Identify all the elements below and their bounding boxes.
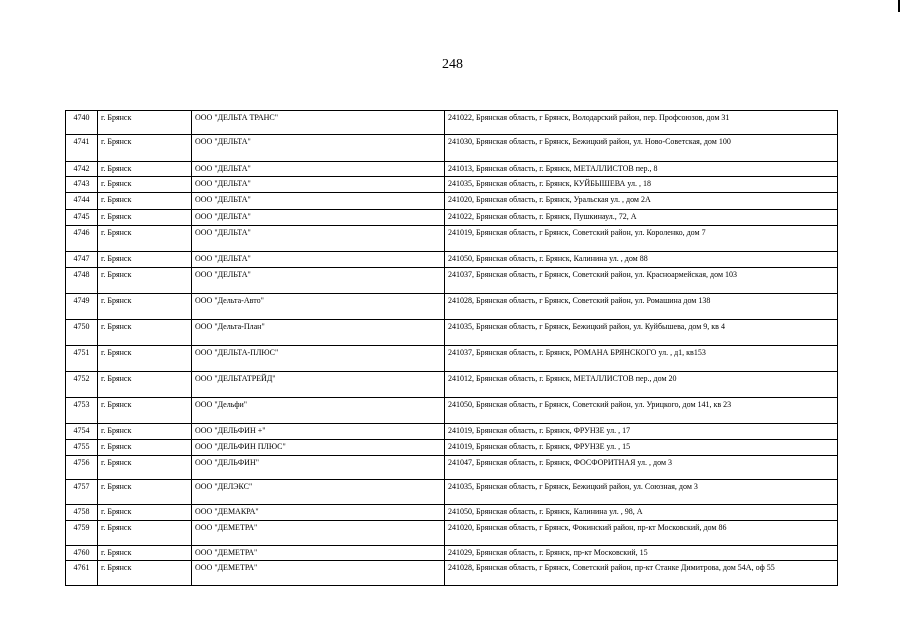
cell-city: г. Брянск: [98, 480, 192, 505]
cell-address: 241035, Брянская область, г Брянск, Бежицкий район, ул. Куйбышева, дом 9, кв 4: [445, 320, 838, 346]
cell-address: 241050, Брянская область, г Брянск, Советский район, ул. Урицкого, дом 141, кв 23: [445, 398, 838, 424]
cell-num: 4754: [66, 424, 98, 440]
cell-address: 241047, Брянская область, г. Брянск, ФОСФОРИТНАЯ ул. , дом 3: [445, 456, 838, 480]
cell-num: 4741: [66, 135, 98, 162]
cell-name: ООО "Дельта-План": [192, 320, 445, 346]
cell-name: ООО "ДЕЛЬТА": [192, 268, 445, 294]
cell-num: 4751: [66, 346, 98, 372]
cell-city: г. Брянск: [98, 320, 192, 346]
cell-name: ООО "ДЕЛЬФИН +": [192, 424, 445, 440]
cell-address: 241022, Брянская область, г. Брянск, Пушкинаул., 72, А: [445, 210, 838, 226]
cell-address: 241020, Брянская область, г. Брянск, Уральская ул. , дом 2А: [445, 193, 838, 210]
table-row: [66, 268, 838, 294]
table-row: [66, 521, 838, 546]
cell-address: 241029, Брянская область, г. Брянск, пр-кт Московский, 15: [445, 546, 838, 561]
cell-address: 241037, Брянская область, г. Брянск, РОМАНА БРЯНСКОГО ул. , д1, кв153: [445, 346, 838, 372]
cell-name: ООО "ДЕЛЬТАТРЕЙД": [192, 372, 445, 398]
cell-name: ООО "ДЕМЕТРА": [192, 521, 445, 546]
cell-address: 241050, Брянская область, г. Брянск, Калинина ул. , 98, А: [445, 505, 838, 521]
cell-city: г. Брянск: [98, 210, 192, 226]
cell-num: 4750: [66, 320, 98, 346]
edge-mark: [898, 0, 900, 12]
table-row: [66, 111, 838, 135]
cell-name: ООО "ДЕЛЬТА ТРАНС": [192, 111, 445, 135]
table-row: [66, 177, 838, 193]
page-number: 248: [442, 57, 463, 72]
cell-address: 241019, Брянская область, г. Брянск, ФРУНЗЕ ул. , 15: [445, 440, 838, 456]
cell-city: г. Брянск: [98, 424, 192, 440]
cell-address: 241013, Брянская область, г. Брянск, МЕТАЛЛИСТОВ пер., 8: [445, 162, 838, 177]
cell-name: ООО "ДЕЛЬТА": [192, 135, 445, 162]
cell-address: 241028, Брянская область, г Брянск, Советский район, пр-кт Станке Димитрова, дом 54А, оф 55: [445, 561, 838, 586]
cell-name: ООО "ДЕЛЬФИН": [192, 456, 445, 480]
cell-name: ООО "ДЕМАКРА": [192, 505, 445, 521]
cell-city: г. Брянск: [98, 398, 192, 424]
cell-num: 4760: [66, 546, 98, 561]
cell-name: ООО "ДЕЛЬФИН ПЛЮС": [192, 440, 445, 456]
cell-name: ООО "Дельфи": [192, 398, 445, 424]
cell-num: 4745: [66, 210, 98, 226]
table-row: [66, 398, 838, 424]
cell-num: 4742: [66, 162, 98, 177]
table-row: [66, 135, 838, 162]
cell-address: 241019, Брянская область, г. Брянск, ФРУНЗЕ ул. , 17: [445, 424, 838, 440]
cell-city: г. Брянск: [98, 505, 192, 521]
cell-address: 241037, Брянская область, г Брянск, Советский район, ул. Красноармейская, дом 103: [445, 268, 838, 294]
cell-name: ООО "ДЕМЕТРА": [192, 561, 445, 586]
table-row: [66, 294, 838, 320]
cell-num: 4749: [66, 294, 98, 320]
cell-city: г. Брянск: [98, 521, 192, 546]
cell-address: 241030, Брянская область, г Брянск, Бежицкий район, ул. Ново-Советская, дом 100: [445, 135, 838, 162]
cell-address: 241019, Брянская область, г Брянск, Советский район, ул. Короленко, дом 7: [445, 226, 838, 252]
table-row: [66, 480, 838, 505]
cell-city: г. Брянск: [98, 346, 192, 372]
cell-city: г. Брянск: [98, 177, 192, 193]
cell-address: 241050, Брянская область, г. Брянск, Калинина ул. , дом 88: [445, 252, 838, 268]
cell-name: ООО "Дельта-Авто": [192, 294, 445, 320]
table-row: [66, 226, 838, 252]
cell-name: ООО "ДЕЛЬТА": [192, 162, 445, 177]
cell-city: г. Брянск: [98, 268, 192, 294]
table-row: [66, 193, 838, 210]
table-row: [66, 546, 838, 561]
cell-num: 4757: [66, 480, 98, 505]
cell-city: г. Брянск: [98, 294, 192, 320]
cell-city: г. Брянск: [98, 135, 192, 162]
cell-num: 4740: [66, 111, 98, 135]
table-row: [66, 346, 838, 372]
table-row: [66, 210, 838, 226]
registry-table: [65, 110, 838, 586]
cell-city: г. Брянск: [98, 162, 192, 177]
cell-name: ООО "ДЕЛЬТА": [192, 252, 445, 268]
cell-city: г. Брянск: [98, 111, 192, 135]
table-row: [66, 456, 838, 480]
cell-city: г. Брянск: [98, 546, 192, 561]
cell-name: ООО "ДЕЛЬТА-ПЛЮС": [192, 346, 445, 372]
cell-city: г. Брянск: [98, 561, 192, 586]
registry-rows: [66, 111, 838, 586]
cell-num: 4753: [66, 398, 98, 424]
cell-city: г. Брянск: [98, 252, 192, 268]
cell-address: 241012, Брянская область, г. Брянск, МЕТАЛЛИСТОВ пер., дом 20: [445, 372, 838, 398]
cell-num: 4744: [66, 193, 98, 210]
cell-address: 241022, Брянская область, г Брянск, Володарский район, пер. Профсоюзов, дом 31: [445, 111, 838, 135]
cell-num: 4752: [66, 372, 98, 398]
cell-num: 4748: [66, 268, 98, 294]
cell-num: 4755: [66, 440, 98, 456]
cell-num: 4747: [66, 252, 98, 268]
cell-address: 241035, Брянская область, г Брянск, Бежицкий район, ул. Союзная, дом 3: [445, 480, 838, 505]
table-row: [66, 424, 838, 440]
table-row: [66, 252, 838, 268]
cell-city: г. Брянск: [98, 226, 192, 252]
table-row: [66, 162, 838, 177]
cell-address: 241020, Брянская область, г Брянск, Фокинский район, пр-кт Московский, дом 86: [445, 521, 838, 546]
cell-city: г. Брянск: [98, 456, 192, 480]
cell-city: г. Брянск: [98, 193, 192, 210]
cell-name: ООО "ДЕЛЭКС": [192, 480, 445, 505]
cell-num: 4743: [66, 177, 98, 193]
table-row: [66, 505, 838, 521]
cell-name: ООО "ДЕЛЬТА": [192, 193, 445, 210]
cell-num: 4758: [66, 505, 98, 521]
cell-num: 4756: [66, 456, 98, 480]
cell-name: ООО "ДЕЛЬТА": [192, 177, 445, 193]
cell-num: 4759: [66, 521, 98, 546]
cell-num: 4746: [66, 226, 98, 252]
cell-city: г. Брянск: [98, 440, 192, 456]
cell-name: ООО "ДЕЛЬТА": [192, 226, 445, 252]
cell-city: г. Брянск: [98, 372, 192, 398]
table-row: [66, 320, 838, 346]
cell-num: 4761: [66, 561, 98, 586]
table-row: [66, 372, 838, 398]
cell-address: 241035, Брянская область, г. Брянск, КУЙБЫШЕВА ул. , 18: [445, 177, 838, 193]
cell-name: ООО "ДЕЛЬТА": [192, 210, 445, 226]
table-row: [66, 561, 838, 586]
cell-name: ООО "ДЕМЕТРА": [192, 546, 445, 561]
table-row: [66, 440, 838, 456]
cell-address: 241028, Брянская область, г Брянск, Советский район, ул. Ромашина дом 138: [445, 294, 838, 320]
